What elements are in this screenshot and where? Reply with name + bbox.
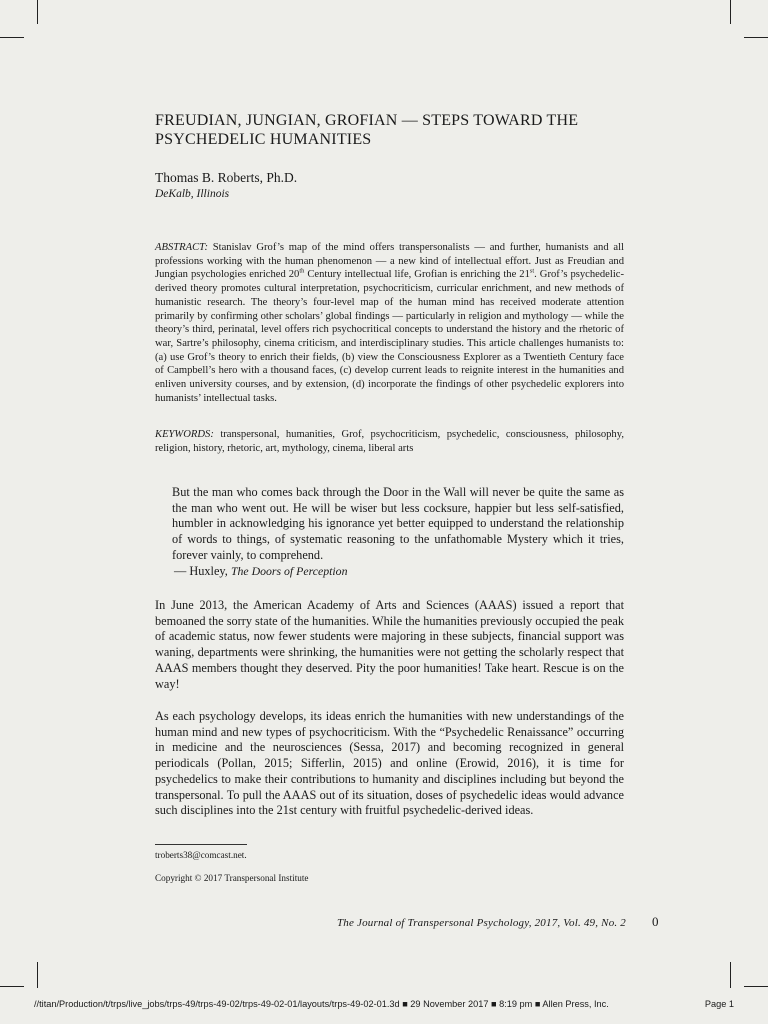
page-number: 0 — [652, 914, 659, 929]
slug-path: //titan/Production/t/trps/live_jobs/trps-49/trps-49-02/trps-49-02-01/layouts/trps-49-02-01.3d ■ 29 November 2017 ■ 8:19 pm ■ Allen Press, Inc. — [34, 999, 609, 1009]
title-line-2: PSYCHEDELIC HUMANITIES — [155, 131, 372, 148]
abstract-text-2: Century intellectual life, Grofian is enriching the 21 — [304, 269, 530, 281]
crop-mark — [0, 986, 24, 987]
crop-mark — [730, 962, 731, 988]
author-name: Thomas B. Roberts, Ph.D. — [155, 170, 298, 185]
abstract — [155, 241, 624, 405]
title-line-1: FREUDIAN, JUNGIAN, GROFIAN — STEPS TOWARD THE — [155, 112, 579, 129]
body-paragraph-2: As each psychology develops, its ideas enrich the humanities with new understandings of the human mind and new types of psychocriticism. With the “Psychedelic Renaissance” occurring in medicine and the neurosciences (Sessa, 2017) and becoming recognized in general periodicals (Pollan, 2015; Sifferlin, 2015) and online (Erowid, 2016), it is time for psychedelics to make their contributions to humanity and disciplines including but beyond the transpersonal. To pull the AAAS out of its situation, doses of psychedelic ideas would advance such disciplines into the 21st century with fruitful psychedelic-derived ideas. — [155, 709, 624, 818]
crop-mark — [37, 962, 38, 988]
crop-mark — [37, 0, 38, 24]
superscript-th: th — [299, 267, 305, 275]
slug-page: Page 1 — [704, 999, 734, 1009]
crop-mark — [744, 986, 768, 987]
keywords-text: transpersonal, humanities, Grof, psychocriticism, psychedelic, consciousness, philosophy, religion, history, rhetoric, art, mythology, cinema, liberal arts — [155, 429, 624, 454]
footnote-copyright: Copyright © 2017 Transpersonal Institute — [155, 873, 309, 883]
epigraph-attribution — [172, 564, 624, 580]
footnote-rule — [155, 844, 247, 845]
epigraph-text: But the man who comes back through the Door in the Wall will never be quite the same as the man who went out. He will be wiser but less cocksure, happier but less self-satisfied, humbler in acknowledging his ignorance yet better equipped to understand the relationship of words to things, of systematic reasoning to the unfathomable Mystery which it tries, forever vainly, to comprehend. — [172, 485, 624, 562]
epigraph — [172, 485, 624, 579]
journal-citation: The Journal of Transpersonal Psychology, 2017, Vol. 49, No. 2 — [336, 917, 626, 929]
superscript-st: st — [529, 267, 535, 275]
crop-mark — [744, 37, 768, 38]
abstract-text-3: . Grof’s psychedelic-derived theory promotes cultural interpretation, psychocriticism, curricular enrichment, and new methods of humanistic research. The theory’s four-level map of the human mind has received moderate attention primarily by confirming other scholars’ global findings — particularly in religion and mythology — while the theory’s third, perinatal, level offers rich psychocritical concepts to understand the history and the rhetoric of war, Sartre’s philosophy, cinema criticism, and interdisciplinary studies. This article challenges humanists to: (a) use Grof’s theory to enrich their fields, (b) view the Consciousness Explorer as a Twentieth Century face of Campbell’s hero with a thousand faces, (c) develop current leads to reignite interest in the humanities and enliven university courses, and by extension, (d) incorporate the findings of other psychedelic explorers into humanists’ intellectual tasks. — [155, 269, 624, 404]
epigraph-book-title: The Doors of Perception — [230, 563, 348, 578]
footnote-email: troberts38@comcast.net. — [155, 850, 247, 860]
body-paragraph-1: In June 2013, the American Academy of Arts and Sciences (AAAS) issued a report that bemoaned the sorry state of the humanities. While the humanities previously occupied the peak of academic status, now fewer students were majoring in these subjects, financial support was waning, departments were shrinking, the humanities were not getting the scholarly respect that AAAS members thought they deserved. Pity the poor humanities! Take heart. Rescue is on the way! — [155, 598, 624, 691]
abstract-text-1: Stanislav Grof’s map of the mind offers transpersonalists — and further, humanists and all professions working with the human phenomenon — a new kind of intellectual effort. Just as Freudian and Jungian psychologies enriched 20 — [155, 242, 624, 281]
crop-mark — [730, 0, 731, 24]
keywords-label: KEYWORDS: — [155, 429, 214, 440]
abstract-label: ABSTRACT: — [155, 242, 208, 253]
production-slug — [34, 999, 734, 1009]
crop-mark — [0, 37, 24, 38]
author-affiliation: DeKalb, Illinois — [155, 188, 230, 200]
keywords — [155, 428, 624, 455]
epigraph-author: — Huxley, — [174, 563, 228, 578]
article-title — [155, 111, 635, 149]
